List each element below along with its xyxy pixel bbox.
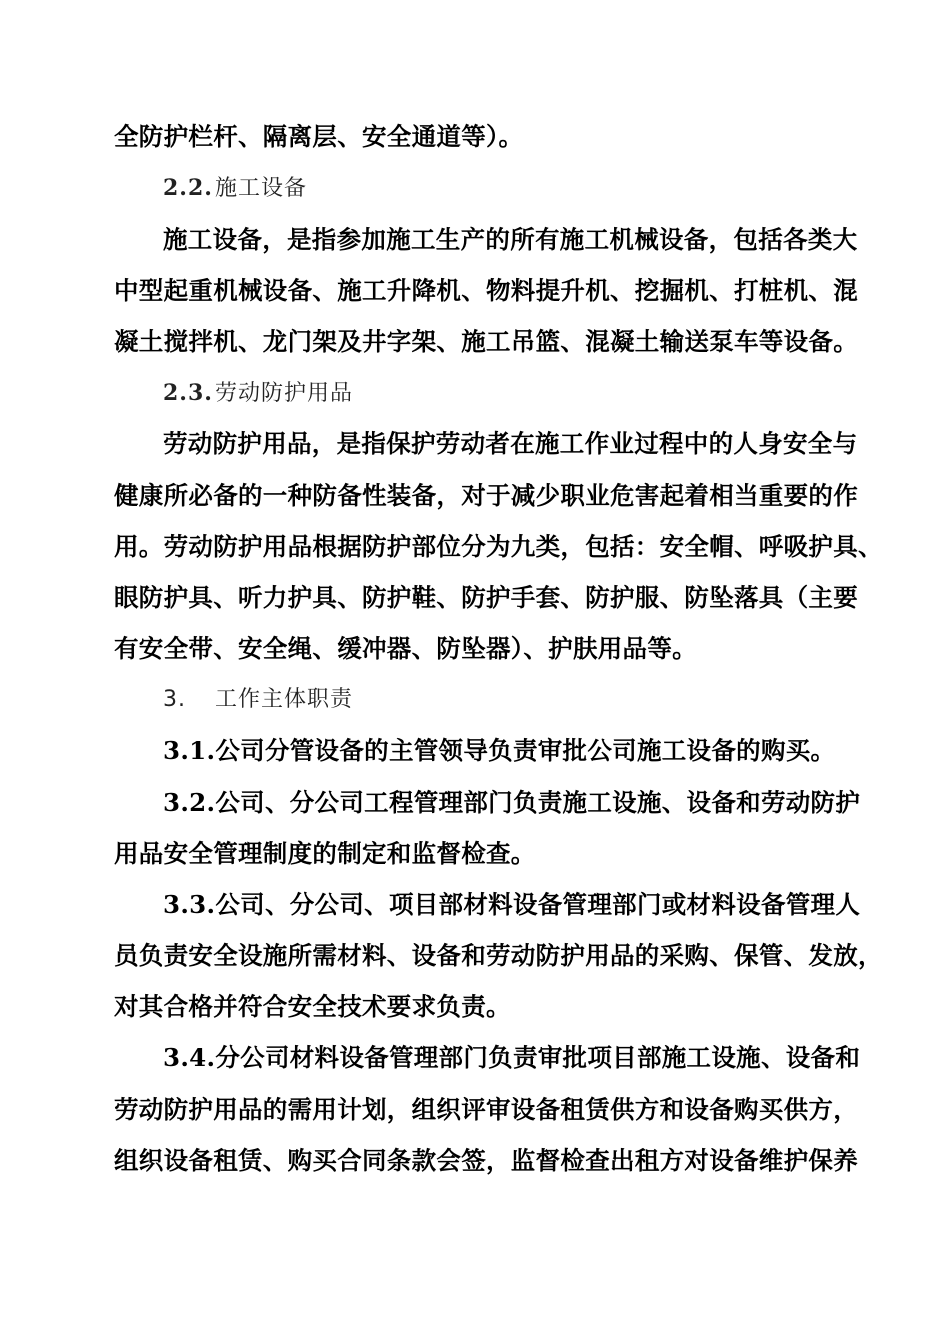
paragraph-line: 员负责安全设施所需材料、设备和劳动防护用品的采购、保管、发放， bbox=[114, 941, 883, 970]
section-title: 工作主体职责 bbox=[215, 687, 354, 712]
section-title: 劳动防护用品 bbox=[215, 381, 354, 406]
section-heading-2-2 bbox=[163, 168, 840, 208]
paragraph-line: 3.2.公司、分公司工程管理部门负责施工设施、设备和劳动防护 bbox=[163, 788, 861, 817]
paragraph-line: 劳动防护用品，是指保护劳动者在施工作业过程中的人身安全与 bbox=[163, 429, 858, 458]
paragraph-line: 用品安全管理制度的制定和监督检查。 bbox=[114, 839, 536, 868]
paragraph-line: 3.4.分公司材料设备管理部门负责审批项目部施工设施、设备和 bbox=[163, 1043, 861, 1072]
paragraph-line: 健康所必备的一种防备性装备，对于减少职业危害起着相当重要的作 bbox=[114, 481, 858, 510]
section-number: 2.2. bbox=[163, 175, 213, 201]
paragraph-line: 有安全带、安全绳、缓冲器、防坠器）、护肤用品等。 bbox=[114, 634, 697, 663]
section-number: 2.3. bbox=[163, 380, 213, 406]
section-heading-2-3 bbox=[163, 373, 840, 413]
section-title: 施工设备 bbox=[215, 176, 308, 201]
paragraph-line: 眼防护具、听力护具、防护鞋、防护手套、防护服、防坠落具（主要 bbox=[114, 583, 858, 612]
paragraph-line: 施工设备，是指参加施工生产的所有施工机械设备，包括各类大 bbox=[163, 225, 858, 254]
paragraph-line: 组织设备租赁、购买合同条款会签，监督检查出租方对设备维护保养 bbox=[114, 1146, 858, 1175]
paragraph-line: 全防护栏杆、隔离层、安全通道等）。 bbox=[114, 122, 524, 151]
paragraph-line: 用。劳动防护用品根据防护部位分为九类，包括：安全帽、呼吸护具、 bbox=[114, 532, 883, 561]
paragraph-line: 对其合格并符合安全技术要求负责。 bbox=[114, 992, 511, 1021]
paragraph-line: 劳动防护用品的需用计划，组织评审设备租赁供方和设备购买供方， bbox=[114, 1095, 858, 1124]
paragraph-line: 凝土搅拌机、龙门架及井字架、施工吊篮、混凝土输送泵车等设备。 bbox=[114, 327, 858, 356]
paragraph-line: 中型起重机械设备、施工升降机、物料提升机、挖掘机、打桩机、混 bbox=[114, 276, 858, 305]
paragraph-line: 3.3.公司、分公司、项目部材料设备管理部门或材料设备管理人 bbox=[163, 890, 861, 919]
section-number: 3. bbox=[163, 687, 186, 712]
paragraph-line: 3.1.公司分管设备的主管领导负责审批公司施工设备的购买。 bbox=[163, 736, 836, 765]
section-heading-3 bbox=[163, 680, 840, 720]
